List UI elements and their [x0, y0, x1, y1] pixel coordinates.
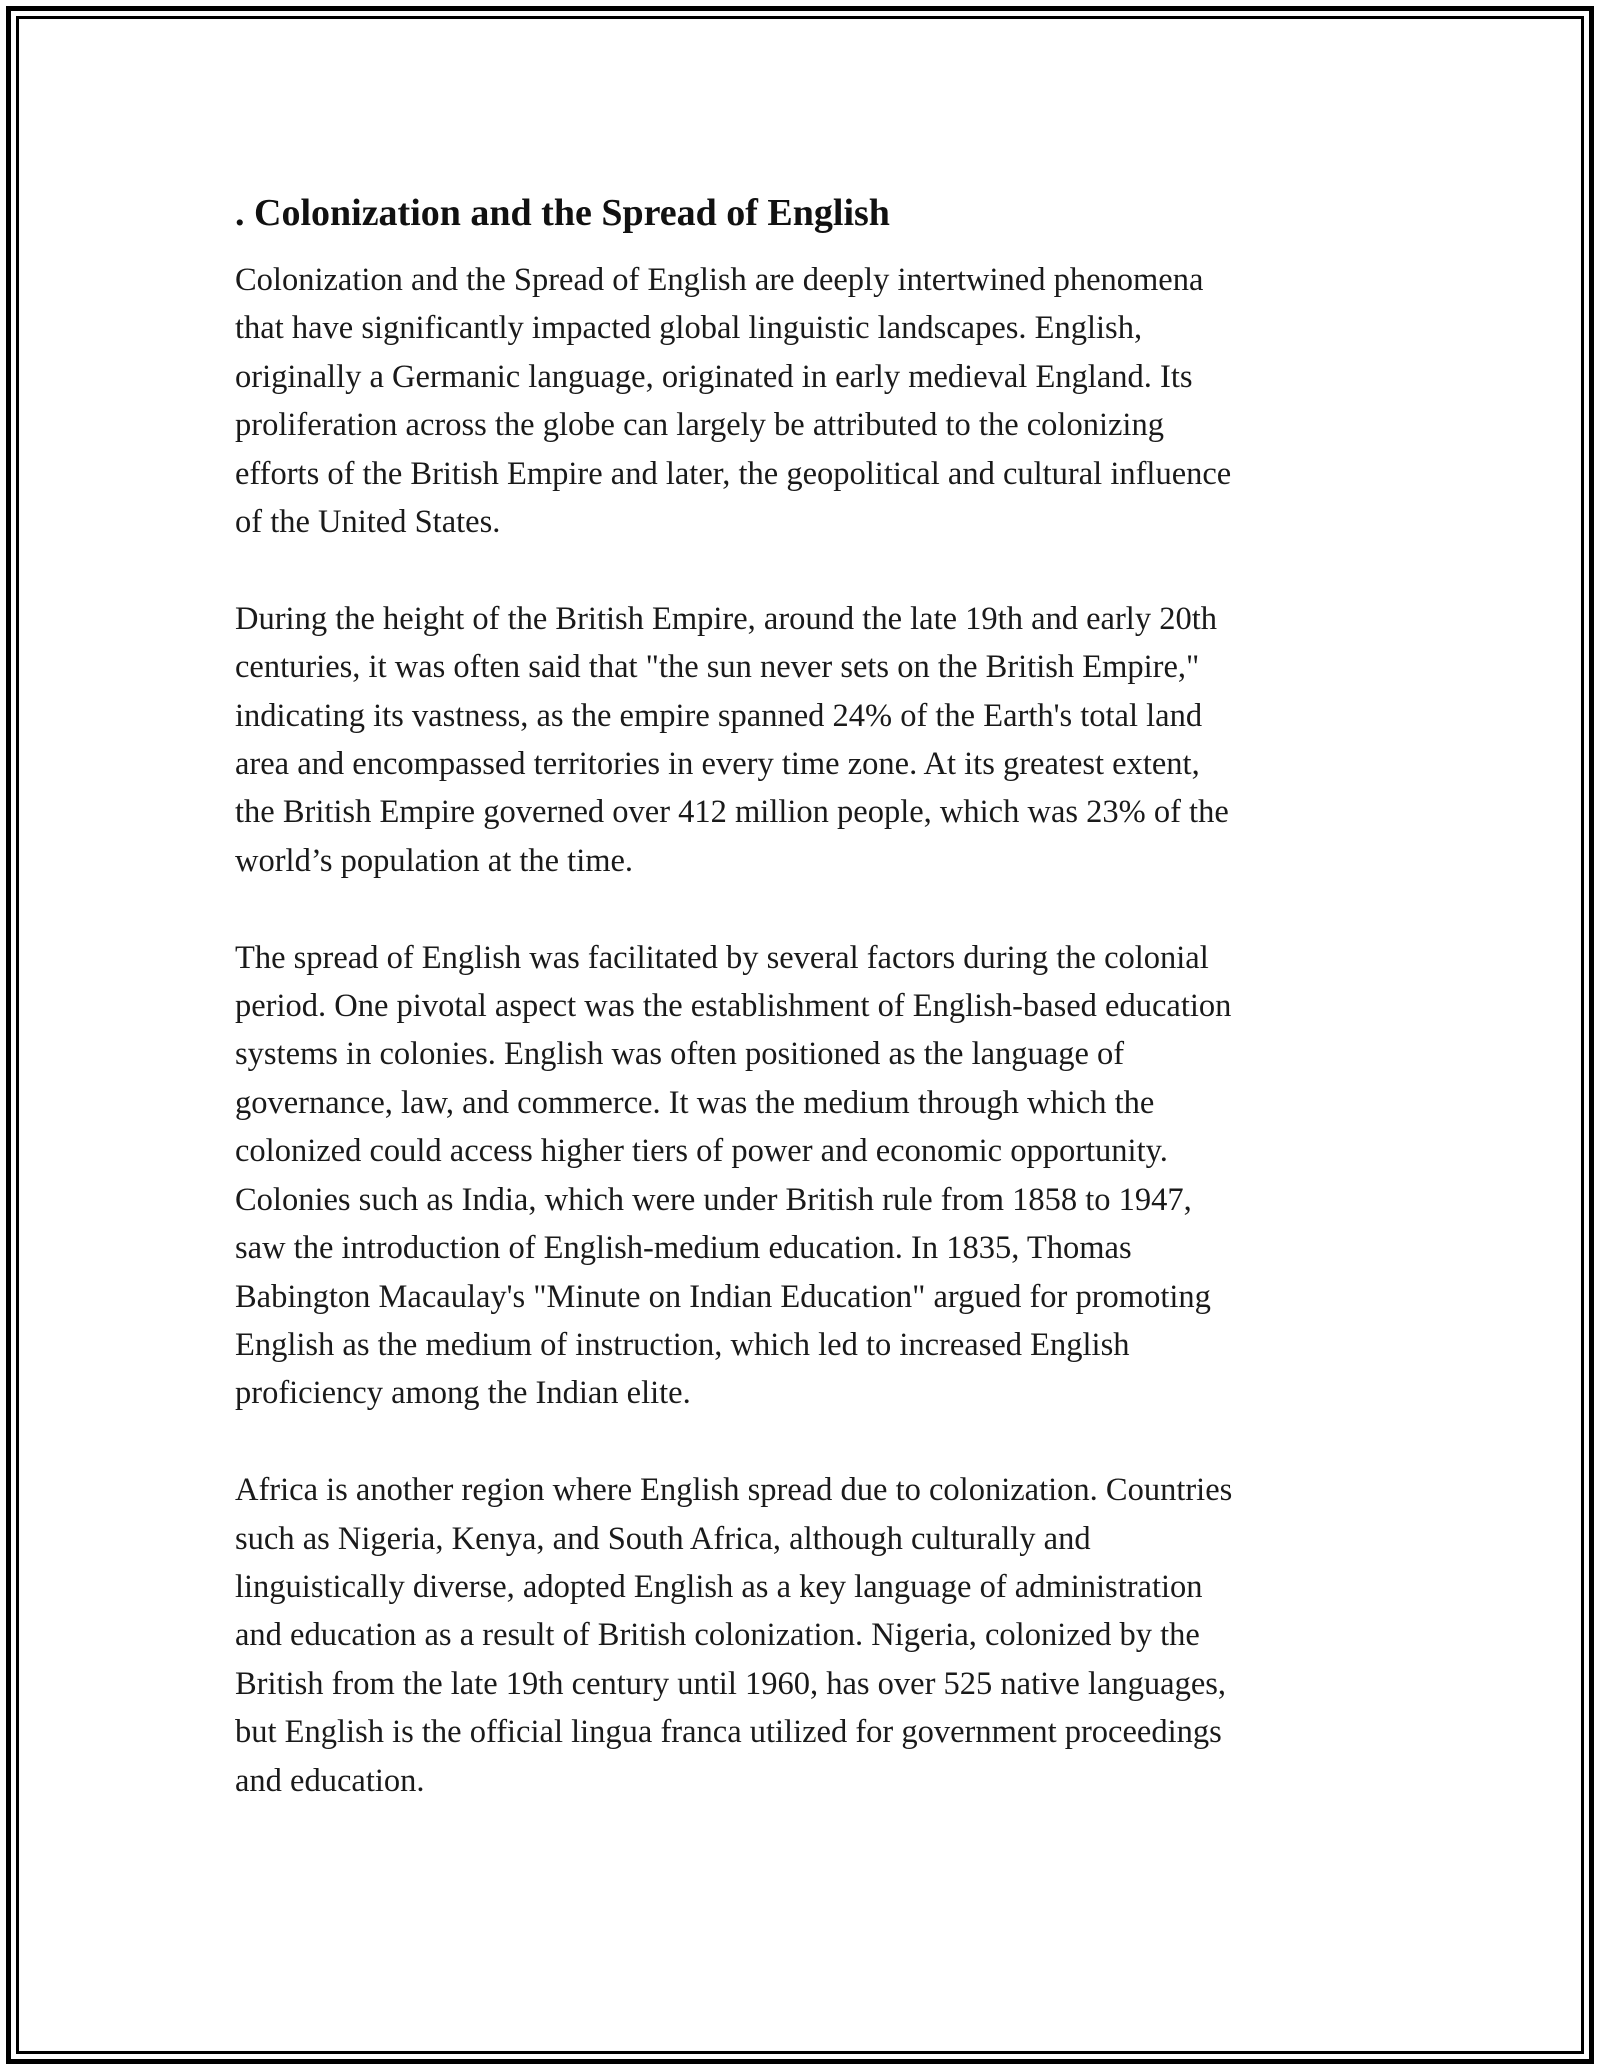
paragraph-3: [235, 934, 1385, 1418]
paragraph-4: [235, 1466, 1385, 1805]
text-line: world’s population at the time.: [235, 842, 634, 879]
text-line: Colonization and the Spread of English are deeply intertwined phenomena: [235, 262, 1204, 298]
text-line: period. One pivotal aspect was the establishment of English-based education: [235, 988, 1232, 1025]
text-line: efforts of the British Empire and later, the geopolitical and cultural influence: [235, 455, 1232, 492]
text-line: but English is the official lingua franca utilized for government proceedings: [235, 1714, 1222, 1751]
text-line: and education as a result of British colonization. Nigeria, colonized by the: [235, 1617, 1200, 1654]
text-line: English as the medium of instruction, which led to increased English: [235, 1326, 1130, 1363]
text-line: During the height of the British Empire, around the late 19th and early 20th: [235, 600, 1217, 637]
text-line: proficiency among the Indian elite.: [235, 1375, 691, 1412]
text-line: centuries, it was often said that "the sun never sets on the British Empire,": [235, 649, 1200, 686]
text-line: indicating its vastness, as the empire spanned 24% of the Earth's total land: [235, 697, 1203, 734]
text-line: Colonies such as India, which were under British rule from 1858 to 1947,: [235, 1181, 1192, 1218]
text-line: of the United States.: [235, 504, 501, 541]
paragraph-1: [235, 256, 1385, 546]
text-line: that have significantly impacted global linguistic landscapes. English,: [235, 310, 1143, 347]
text-line: Africa is another region where English spread due to colonization. Countries: [235, 1472, 1233, 1509]
text-line: such as Nigeria, Kenya, and South Africa, although culturally and: [235, 1520, 1091, 1557]
document-body: [235, 188, 1385, 1853]
text-line: systems in colonies. English was often positioned as the language of: [235, 1036, 1125, 1073]
text-line: the British Empire governed over 412 million people, which was 23% of the: [235, 794, 1229, 831]
text-line: and education.: [235, 1762, 425, 1799]
text-line: colonized could access higher tiers of power and economic opportunity.: [235, 1133, 1168, 1170]
paragraph-2: [235, 595, 1385, 885]
text-line: Babington Macaulay's "Minute on Indian Education" argued for promoting: [235, 1278, 1211, 1315]
text-line: governance, law, and commerce. It was the medium through which the: [235, 1084, 1155, 1121]
text-line: originally a Germanic language, originated in early medieval England. Its: [235, 358, 1193, 395]
text-line: The spread of English was facilitated by several factors during the colonial: [235, 939, 1209, 976]
text-line: British from the late 19th century until 1960, has over 525 native languages,: [235, 1665, 1227, 1702]
section-heading: . Colonization and the Spread of English: [235, 192, 890, 234]
text-line: saw the introduction of English-medium education. In 1835, Thomas: [235, 1230, 1132, 1267]
text-line: area and encompassed territories in every time zone. At its greatest extent,: [235, 746, 1200, 783]
text-line: proliferation across the globe can largely be attributed to the colonizing: [235, 407, 1164, 444]
text-line: linguistically diverse, adopted English as a key language of administration: [235, 1568, 1203, 1605]
